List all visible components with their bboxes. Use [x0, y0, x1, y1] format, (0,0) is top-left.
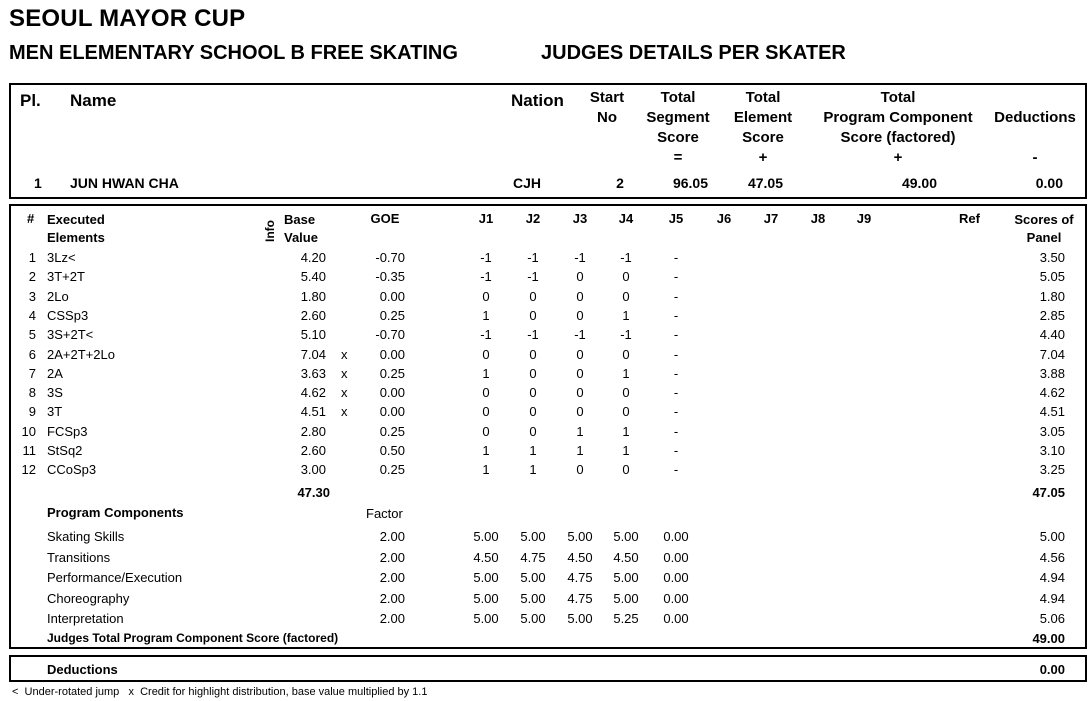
element-judge-score: 1: [482, 462, 490, 478]
category-title: MEN ELEMENTARY SCHOOL B FREE SKATING: [9, 42, 458, 64]
element-goe: -0.70: [375, 327, 405, 343]
element-judge-score: -: [673, 423, 679, 439]
element-judge-score: 0: [482, 346, 490, 362]
element-judge-score: -1: [620, 250, 632, 265]
col-header-tes: Total Element Score +: [733, 89, 793, 166]
element-code: FCSp3: [47, 423, 88, 439]
element-base-value: 2.60: [300, 307, 326, 323]
element-judge-score: 0: [622, 269, 630, 285]
col-header-judge: J9: [856, 211, 872, 226]
element-judge-score: -: [673, 288, 679, 304]
component-panel-score: 4.94: [1039, 590, 1065, 606]
element-panel-score: 7.04: [1039, 346, 1065, 362]
element-base-value: 7.04: [300, 346, 326, 362]
element-goe: 0.50: [379, 443, 405, 458]
element-judge-score: 0: [482, 288, 490, 304]
element-number: 10: [21, 423, 36, 439]
element-number: 4: [28, 307, 36, 323]
col-header-base-value: Base Value: [284, 212, 318, 245]
component-panel-score: 5.00: [1039, 529, 1065, 544]
element-judge-score: 0: [529, 365, 537, 381]
element-number: 1: [28, 250, 36, 265]
component-factor: 2.00: [379, 570, 405, 585]
element-judge-score: 0: [482, 385, 490, 401]
component-judge-score: 0.00: [663, 590, 689, 606]
element-goe: -0.70: [375, 250, 405, 265]
col-header-judge: J7: [763, 211, 779, 226]
element-number: 6: [28, 346, 36, 362]
col-header-elements: Executed Elements: [47, 212, 105, 245]
component-factor: 2.00: [379, 549, 405, 565]
element-base-value: 3.00: [300, 462, 326, 478]
element-number: 8: [28, 385, 36, 401]
element-code: 3S+2T<: [47, 327, 94, 343]
element-base-value: 3.63: [300, 365, 326, 381]
component-factor: 2.00: [379, 611, 405, 626]
element-code: CCoSp3: [47, 462, 97, 478]
component-judge-score: 0.00: [663, 611, 689, 626]
pc-total-label: Judges Total Program Component Score (factored): [47, 631, 339, 645]
element-judge-score: 1: [622, 423, 630, 439]
element-panel-score: 4.51: [1039, 404, 1065, 420]
col-header-judge: J3: [572, 211, 588, 226]
component-judge-score: 4.50: [473, 549, 499, 565]
element-code: 2A: [47, 365, 63, 381]
element-judge-score: 1: [622, 443, 630, 458]
component-judge-score: 5.00: [520, 611, 546, 626]
col-header-start-no: Start No: [589, 89, 625, 126]
element-judge-score: -: [673, 346, 679, 362]
element-goe: 0.25: [379, 365, 405, 381]
element-base-value: 5.40: [300, 269, 326, 285]
element-base-value: 4.20: [300, 250, 326, 265]
element-judge-score: -: [673, 462, 679, 478]
component-judge-score: 5.00: [567, 529, 593, 544]
element-judge-score: 0: [529, 288, 537, 304]
element-judge-score: 0: [482, 404, 490, 420]
element-base-value: 1.80: [300, 288, 326, 304]
element-judge-score: 1: [576, 443, 584, 458]
element-judge-score: -1: [527, 327, 539, 343]
element-panel-score: 3.50: [1039, 250, 1065, 265]
component-judge-score: 0.00: [663, 570, 689, 585]
element-judge-score: 0: [529, 423, 537, 439]
component-name: Choreography: [47, 590, 130, 606]
element-goe: -0.35: [375, 269, 405, 285]
element-judge-score: 0: [576, 365, 584, 381]
col-header-judge: J2: [525, 211, 541, 226]
component-judge-score: 4.75: [520, 549, 546, 565]
component-judge-score: 5.00: [613, 590, 639, 606]
element-score-total: 47.05: [1032, 485, 1065, 500]
element-judge-score: -: [673, 269, 679, 285]
deductions-box: [9, 655, 1087, 682]
col-header-judge: J6: [716, 211, 732, 226]
element-goe: 0.00: [379, 346, 405, 362]
element-number: 5: [28, 327, 36, 343]
component-judge-score: 5.00: [473, 611, 499, 626]
report-type-title: JUDGES DETAILS PER SKATER: [541, 42, 846, 64]
element-judge-score: -1: [574, 250, 586, 265]
skater-pcs: 49.00: [901, 175, 937, 191]
element-judge-score: -: [673, 404, 679, 420]
element-number: 2: [28, 269, 36, 285]
element-panel-score: 4.40: [1039, 327, 1065, 343]
component-judge-score: 4.75: [567, 590, 593, 606]
component-name: Skating Skills: [47, 529, 125, 544]
element-goe: 0.00: [379, 288, 405, 304]
element-judge-score: -1: [480, 250, 492, 265]
element-judge-score: -: [673, 327, 679, 343]
component-judge-score: 5.00: [520, 529, 546, 544]
element-judge-score: -1: [620, 327, 632, 343]
element-number: 12: [21, 462, 36, 478]
component-judge-score: 4.50: [613, 549, 639, 565]
element-judge-score: 1: [482, 365, 490, 381]
pc-header-label: Program Components: [47, 505, 184, 520]
element-judge-score: 0: [482, 423, 490, 439]
component-judge-score: 4.50: [567, 549, 593, 565]
element-judge-score: 0: [622, 288, 630, 304]
element-judge-score: -: [673, 365, 679, 381]
col-header-judge: J8: [810, 211, 826, 226]
element-number: 9: [28, 404, 36, 420]
component-name: Transitions: [47, 549, 111, 565]
component-judge-score: 5.00: [473, 570, 499, 585]
element-code: StSq2: [47, 443, 83, 458]
element-judge-score: 0: [529, 385, 537, 401]
skater-name: JUN HWAN CHA: [70, 175, 179, 191]
component-panel-score: 5.06: [1039, 611, 1065, 626]
element-judge-score: 0: [576, 269, 584, 285]
col-header-judge: J5: [668, 211, 684, 226]
element-code: 3T: [47, 404, 63, 420]
element-judge-score: 0: [622, 404, 630, 420]
element-judge-score: -: [673, 385, 679, 401]
component-judge-score: 5.00: [613, 570, 639, 585]
skater-start-no: 2: [616, 175, 624, 191]
element-panel-score: 1.80: [1039, 288, 1065, 304]
element-base-value: 4.62: [300, 385, 326, 401]
col-header-place: Pl.: [20, 91, 41, 110]
element-judge-score: -1: [527, 269, 539, 285]
component-judge-score: 5.25: [613, 611, 639, 626]
element-judge-score: 1: [622, 365, 630, 381]
skater-nation: CJH: [513, 175, 542, 191]
element-judge-score: 0: [529, 404, 537, 420]
skater-tes: 47.05: [747, 175, 783, 191]
element-number: 7: [28, 365, 36, 381]
element-panel-score: 5.05: [1039, 269, 1065, 285]
element-panel-score: 3.25: [1039, 462, 1065, 478]
element-judge-score: -: [673, 443, 679, 458]
footnote: < Under-rotated jump x Credit for highlight distribution, base value multiplied by 1.1: [12, 686, 428, 698]
element-info: x: [341, 346, 348, 362]
element-judge-score: 1: [529, 462, 537, 478]
col-header-pcs: Total Program Component Score (factored) +: [823, 89, 973, 166]
element-code: CSSp3: [47, 307, 89, 323]
event-title: SEOUL MAYOR CUP: [9, 5, 246, 32]
element-panel-score: 3.10: [1039, 443, 1065, 458]
element-judge-score: 1: [482, 443, 490, 458]
element-base-value: 2.80: [300, 423, 326, 439]
col-header-nation: Nation: [511, 91, 564, 110]
element-goe: 0.00: [379, 404, 405, 420]
element-info: x: [341, 365, 348, 381]
element-judge-score: -1: [527, 250, 539, 265]
element-judge-score: 1: [576, 423, 584, 439]
element-judge-score: -1: [574, 327, 586, 343]
element-code: 2A+2T+2Lo: [47, 346, 115, 362]
element-panel-score: 3.88: [1039, 365, 1065, 381]
col-header-name: Name: [70, 91, 117, 110]
element-judge-score: 0: [576, 288, 584, 304]
element-info: x: [341, 385, 348, 401]
component-judge-score: 5.00: [473, 529, 499, 544]
element-judge-score: -1: [480, 269, 492, 285]
element-judge-score: 0: [576, 404, 584, 420]
element-judge-score: -1: [480, 327, 492, 343]
element-judge-score: 0: [576, 307, 584, 323]
element-panel-score: 4.62: [1039, 385, 1065, 401]
component-judge-score: 5.00: [567, 611, 593, 626]
col-header-tss: Total Segment Score =: [646, 89, 710, 166]
deductions-label: Deductions: [47, 662, 118, 677]
component-judge-score: 0.00: [663, 529, 689, 544]
element-judge-score: -: [673, 307, 679, 323]
component-judge-score: 0.00: [663, 549, 689, 565]
component-name: Interpretation: [47, 611, 124, 626]
element-judge-score: 0: [622, 462, 630, 478]
element-base-value: 5.10: [300, 327, 326, 343]
col-header-info: Info: [263, 220, 277, 242]
element-panel-score: 2.85: [1039, 307, 1065, 323]
element-goe: 0.25: [379, 307, 405, 323]
element-code: 3S: [47, 385, 63, 401]
component-judge-score: 5.00: [520, 570, 546, 585]
skater-place: 1: [34, 175, 42, 191]
component-factor: 2.00: [379, 590, 405, 606]
element-goe: 0.25: [379, 423, 405, 439]
skater-deductions: 0.00: [1035, 175, 1063, 191]
col-header-deductions: Deductions -: [994, 109, 1076, 166]
element-judge-score: 0: [576, 462, 584, 478]
col-header-num: #: [27, 211, 35, 226]
element-judge-score: 0: [529, 346, 537, 362]
element-goe: 0.00: [379, 385, 405, 401]
component-judge-score: 5.00: [520, 590, 546, 606]
element-judge-score: 0: [529, 307, 537, 323]
component-factor: 2.00: [379, 529, 405, 544]
component-panel-score: 4.94: [1039, 570, 1065, 585]
skater-tss: 96.05: [672, 175, 708, 191]
element-info: x: [341, 404, 348, 420]
element-code: 2Lo: [47, 288, 69, 304]
element-code: 3Lz<: [47, 250, 76, 265]
component-judge-score: 5.00: [613, 529, 639, 544]
component-judge-score: 5.00: [473, 590, 499, 606]
element-base-value: 4.51: [300, 404, 326, 420]
element-number: 11: [22, 443, 36, 458]
pc-total-value: 49.00: [1032, 631, 1065, 646]
element-judge-score: 0: [622, 385, 630, 401]
base-value-total: 47.30: [297, 485, 330, 500]
col-header-ref: Ref: [959, 211, 980, 226]
element-code: 3T+2T: [47, 269, 85, 285]
element-number: 3: [28, 288, 36, 304]
component-judge-score: 4.75: [567, 570, 593, 585]
component-panel-score: 4.56: [1039, 549, 1065, 565]
element-panel-score: 3.05: [1039, 423, 1065, 439]
element-judge-score: 0: [622, 346, 630, 362]
component-name: Performance/Execution: [47, 570, 183, 585]
pc-header-factor: Factor: [366, 506, 403, 521]
element-judge-score: 0: [576, 385, 584, 401]
deductions-value: 0.00: [1039, 662, 1065, 677]
element-base-value: 2.60: [300, 443, 326, 458]
element-judge-score: 1: [622, 307, 630, 323]
col-header-goe: GOE: [370, 211, 400, 226]
element-judge-score: 1: [482, 307, 490, 323]
element-judge-score: 1: [529, 443, 537, 458]
element-judge-score: 0: [576, 346, 584, 362]
col-header-judge: J1: [478, 211, 494, 226]
col-header-judge: J4: [618, 211, 634, 226]
col-header-panel: Scores of Panel: [1014, 212, 1074, 245]
element-goe: 0.25: [379, 462, 405, 478]
element-judge-score: -: [673, 250, 679, 265]
